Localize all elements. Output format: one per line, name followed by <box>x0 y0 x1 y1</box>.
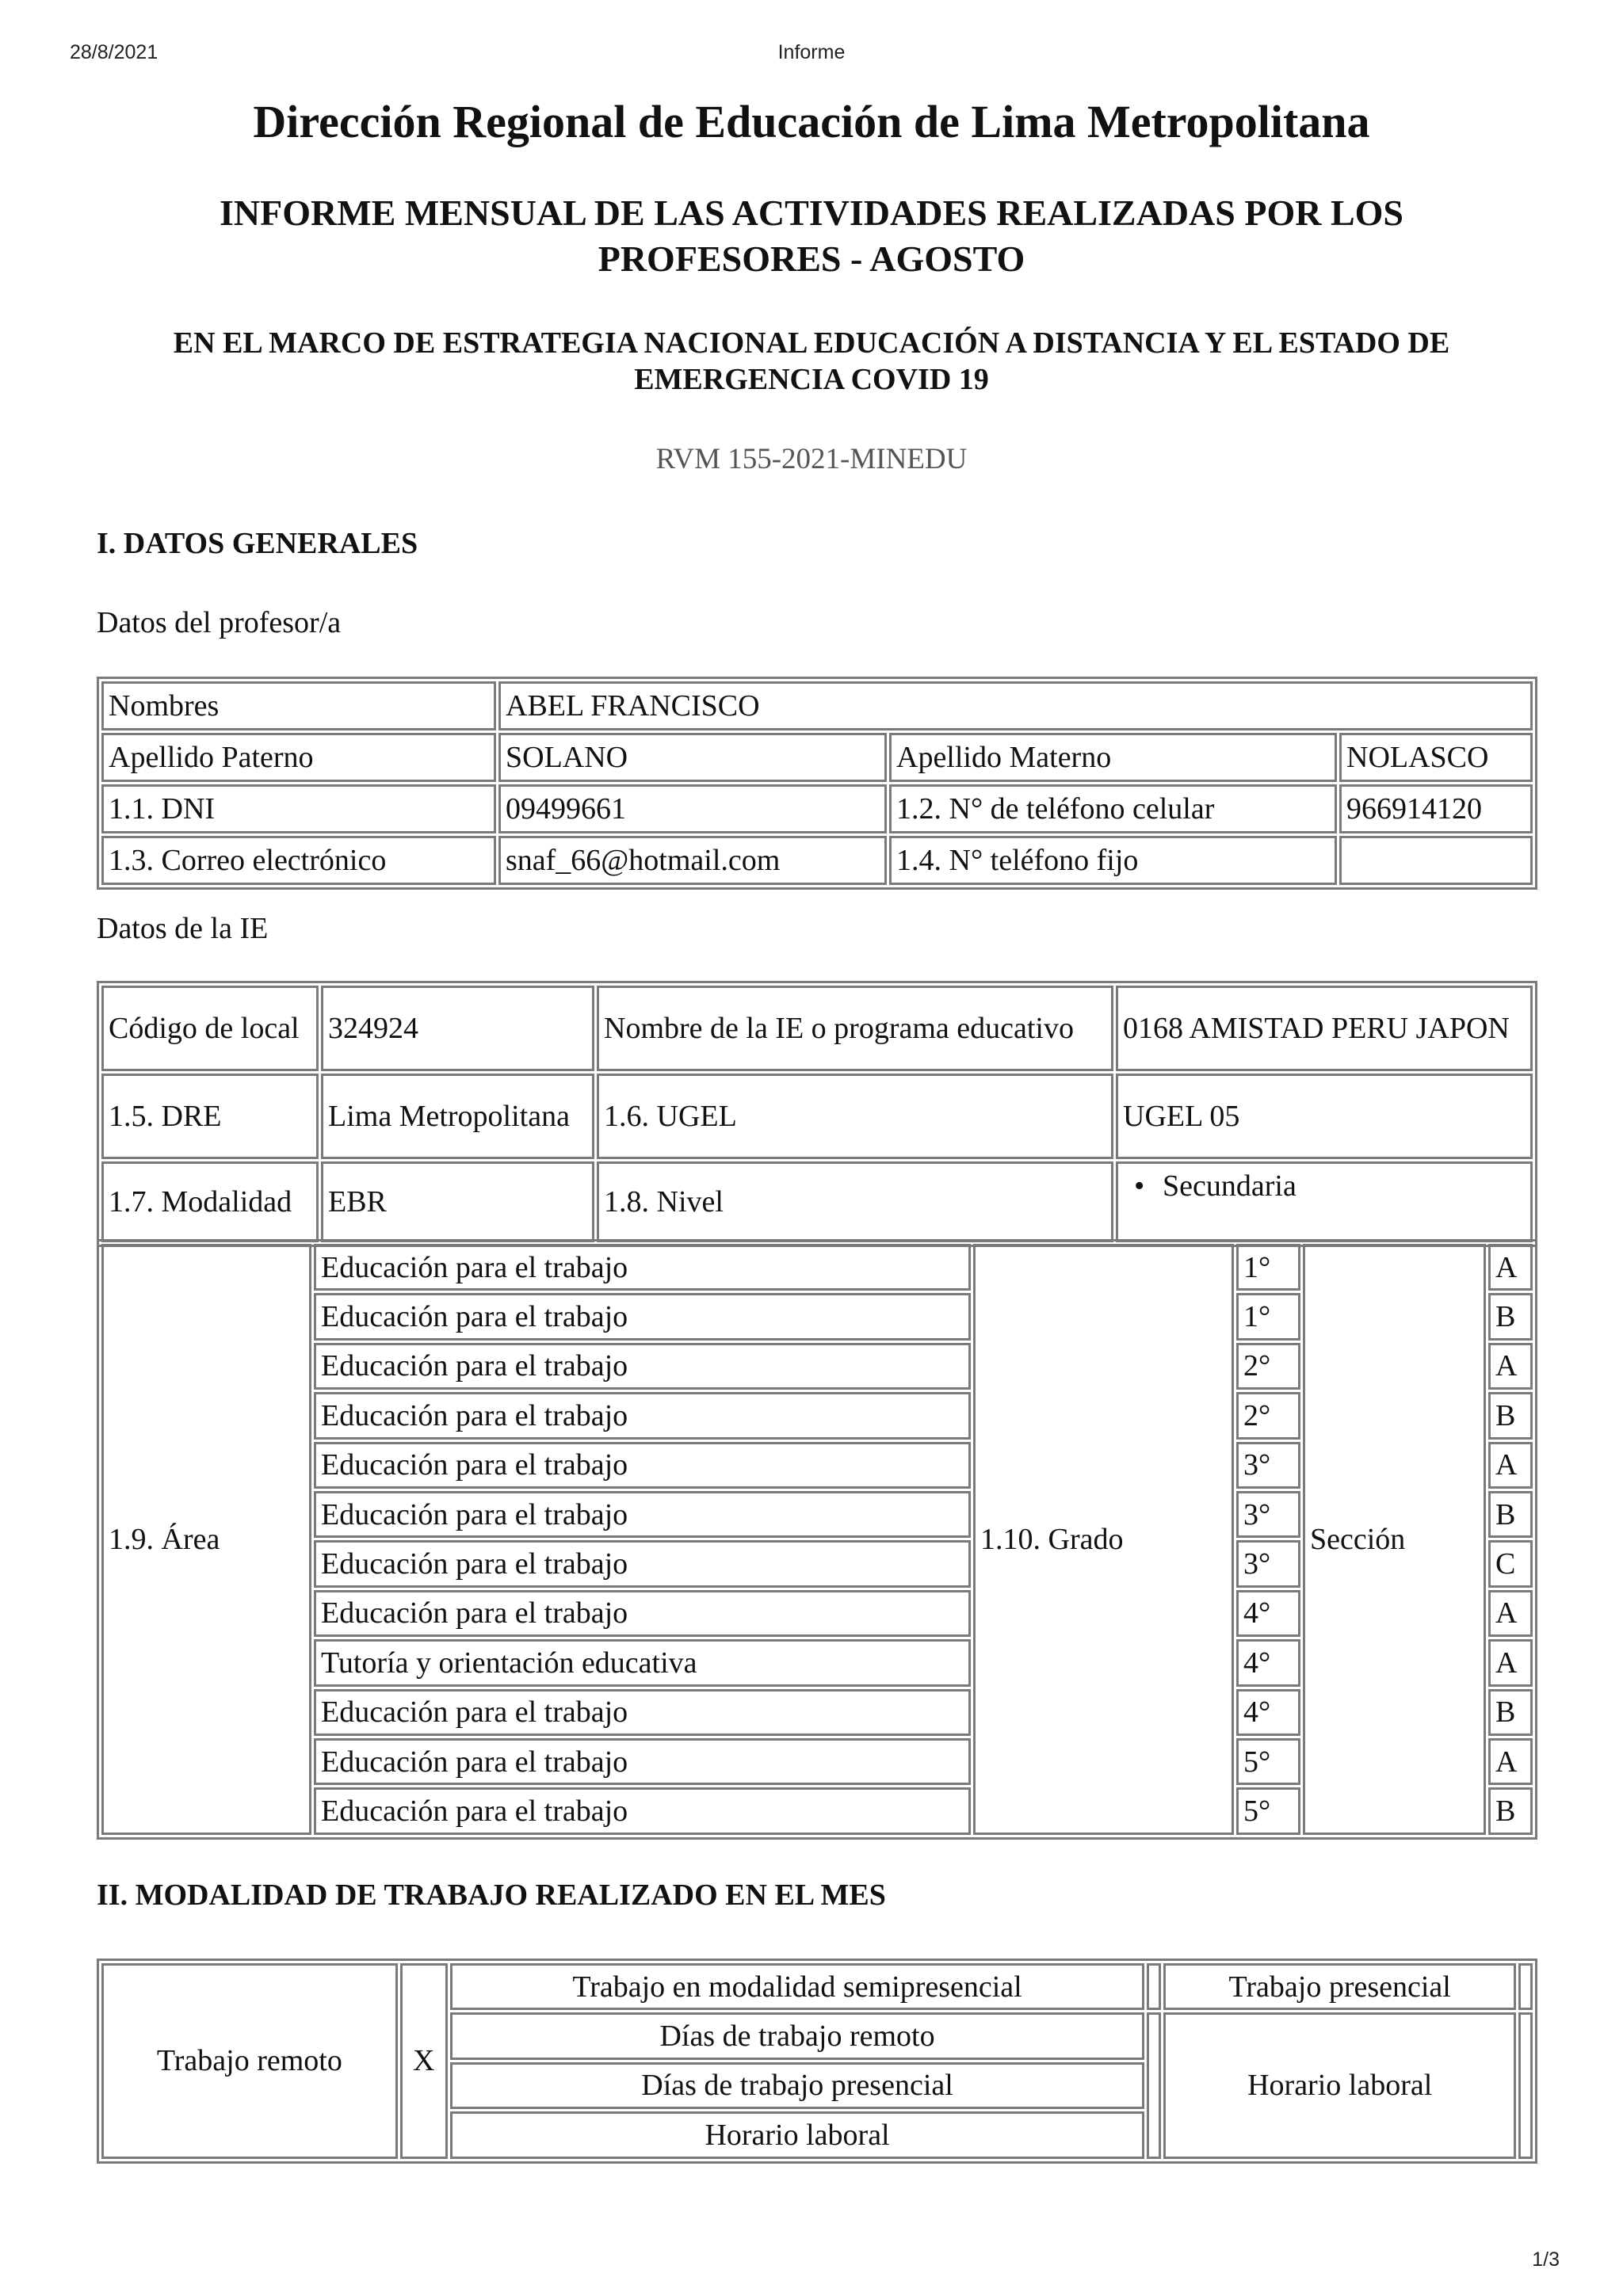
grado-value: 3° <box>1236 1442 1300 1489</box>
trabajo-presencial-label: Trabajo presencial <box>1163 1963 1516 2010</box>
grado-label: 1.10. Grado <box>973 1244 1234 1835</box>
dni-label: 1.1. DNI <box>101 784 496 833</box>
trabajo-presencial-mark <box>1518 1963 1533 2010</box>
grado-value: 4° <box>1236 1689 1300 1736</box>
dias-remoto-label: Días de trabajo remoto <box>450 2012 1145 2059</box>
report-subtitle: EN EL MARCO DE ESTRATEGIA NACIONAL EDUCACIÓN A DISTANCIA Y EL ESTADO DE EMERGENCIA COVID 19 <box>173 326 1450 396</box>
semipresencial-mark <box>1147 1963 1161 2010</box>
telefono-fijo-label: 1.4. N° teléfono fijo <box>889 836 1337 885</box>
profesor-table <box>97 677 1537 890</box>
area-value: Educación para el trabajo <box>314 1392 971 1439</box>
seccion-value: B <box>1488 1293 1533 1340</box>
nombre-ie-label: Nombre de la IE o programa educativo <box>597 986 1113 1071</box>
grado-value: 5° <box>1236 1738 1300 1785</box>
correo-label: 1.3. Correo electrónico <box>101 836 496 885</box>
area-value: Educación para el trabajo <box>314 1491 971 1538</box>
nombre-ie-value: 0168 AMISTAD PERU JAPON <box>1116 986 1533 1071</box>
semipresencial-detail <box>1147 2012 1161 2158</box>
rvm-reference: RVM 155-2021-MINEDU <box>655 443 968 475</box>
grado-value: 1° <box>1236 1293 1300 1340</box>
seccion-value: A <box>1488 1442 1533 1489</box>
nivel-list-item: • Secundaria <box>1163 1169 1526 1203</box>
seccion-label: Sección <box>1303 1244 1486 1835</box>
area-value: Educación para el trabajo <box>314 1244 971 1291</box>
table-row <box>101 681 1533 730</box>
modalidad-label: 1.7. Modalidad <box>101 1161 319 1242</box>
dre-label: 1.5. DRE <box>101 1074 319 1159</box>
ie-data-label: Datos de la IE <box>97 912 269 945</box>
grado-value: 1° <box>1236 1244 1300 1291</box>
nivel-value <box>1116 1161 1533 1242</box>
table-row <box>101 1244 1533 1291</box>
dias-presencial-label: Días de trabajo presencial <box>450 2062 1145 2109</box>
seccion-value: B <box>1488 1491 1533 1538</box>
correo-value: snaf_66@hotmail.com <box>498 836 887 885</box>
seccion-value: B <box>1488 1787 1533 1834</box>
area-value: Educación para el trabajo <box>314 1689 971 1736</box>
codigo-local-label: Código de local <box>101 986 319 1071</box>
table-row <box>101 1161 1533 1242</box>
grado-value: 2° <box>1236 1343 1300 1390</box>
grado-value: 4° <box>1236 1639 1300 1686</box>
apellido-materno-label: Apellido Materno <box>889 733 1337 782</box>
grado-value: 4° <box>1236 1590 1300 1637</box>
area-value: Educación para el trabajo <box>314 1590 971 1637</box>
print-title: Informe <box>777 41 846 63</box>
celular-value: 966914120 <box>1339 784 1533 833</box>
area-value: Educación para el trabajo <box>314 1343 971 1390</box>
dni-value: 09499661 <box>498 784 887 833</box>
apellido-materno-value: NOLASCO <box>1339 733 1533 782</box>
table-row <box>101 784 1533 833</box>
seccion-value: A <box>1488 1639 1533 1686</box>
profesor-data-label: Datos del profesor/a <box>97 606 342 639</box>
section-datos-generales-heading: I. DATOS GENERALES <box>97 527 418 560</box>
area-value: Educación para el trabajo <box>314 1787 971 1834</box>
seccion-value: B <box>1488 1392 1533 1439</box>
ugel-label: 1.6. UGEL <box>597 1074 1113 1159</box>
table-row <box>101 1963 1533 2010</box>
area-value: Educación para el trabajo <box>314 1540 971 1587</box>
area-value: Educación para el trabajo <box>314 1442 971 1489</box>
presencial-horario-value <box>1518 2012 1533 2158</box>
codigo-local-value: 324924 <box>321 986 594 1071</box>
nombres-value: ABEL FRANCISCO <box>498 681 1533 730</box>
celular-label: 1.2. N° de teléfono celular <box>889 784 1337 833</box>
grado-value: 2° <box>1236 1392 1300 1439</box>
telefono-fijo-value <box>1339 836 1533 885</box>
page-number: 1/3 <box>1532 2248 1560 2271</box>
presencial-horario-label: Horario laboral <box>1163 2012 1516 2158</box>
area-value: Educación para el trabajo <box>314 1738 971 1785</box>
semipresencial-label: Trabajo en modalidad semipresencial <box>450 1963 1145 2010</box>
grado-value: 3° <box>1236 1540 1300 1587</box>
seccion-value: B <box>1488 1689 1533 1736</box>
grado-value: 3° <box>1236 1491 1300 1538</box>
horario-laboral-label: Horario laboral <box>450 2111 1145 2158</box>
nivel-label: 1.8. Nivel <box>597 1161 1113 1242</box>
apellido-paterno-value: SOLANO <box>498 733 887 782</box>
table-row <box>101 986 1533 1071</box>
print-date: 28/8/2021 <box>70 41 158 63</box>
seccion-value: A <box>1488 1244 1533 1291</box>
area-value: Tutoría y orientación educativa <box>314 1639 971 1686</box>
seccion-value: A <box>1488 1343 1533 1390</box>
seccion-value: A <box>1488 1738 1533 1785</box>
section-modalidad-heading: II. MODALIDAD DE TRABAJO REALIZADO EN EL MES <box>97 1878 886 1912</box>
modalidad-value: EBR <box>321 1161 594 1242</box>
area-grado-seccion-table <box>97 1239 1537 1840</box>
area-label: 1.9. Área <box>101 1244 311 1835</box>
ugel-value: UGEL 05 <box>1116 1074 1533 1159</box>
ie-table <box>97 981 1537 1247</box>
grado-value: 5° <box>1236 1787 1300 1834</box>
table-row <box>101 836 1533 885</box>
page-title: Dirección Regional de Educación de Lima Metropolitana <box>253 96 1370 147</box>
table-row <box>101 733 1533 782</box>
report-title: INFORME MENSUAL DE LAS ACTIVIDADES REALIZADAS POR LOS PROFESORES - AGOSTO <box>220 193 1403 279</box>
nombres-label: Nombres <box>101 681 496 730</box>
apellido-paterno-label: Apellido Paterno <box>101 733 496 782</box>
table-row <box>101 1074 1533 1159</box>
modalidad-trabajo-table <box>97 1958 1537 2164</box>
area-value: Educación para el trabajo <box>314 1293 971 1340</box>
seccion-value: A <box>1488 1590 1533 1637</box>
trabajo-remoto-label: Trabajo remoto <box>101 1963 398 2159</box>
dre-value: Lima Metropolitana <box>321 1074 594 1159</box>
trabajo-remoto-mark: X <box>400 1963 448 2159</box>
seccion-value: C <box>1488 1540 1533 1587</box>
